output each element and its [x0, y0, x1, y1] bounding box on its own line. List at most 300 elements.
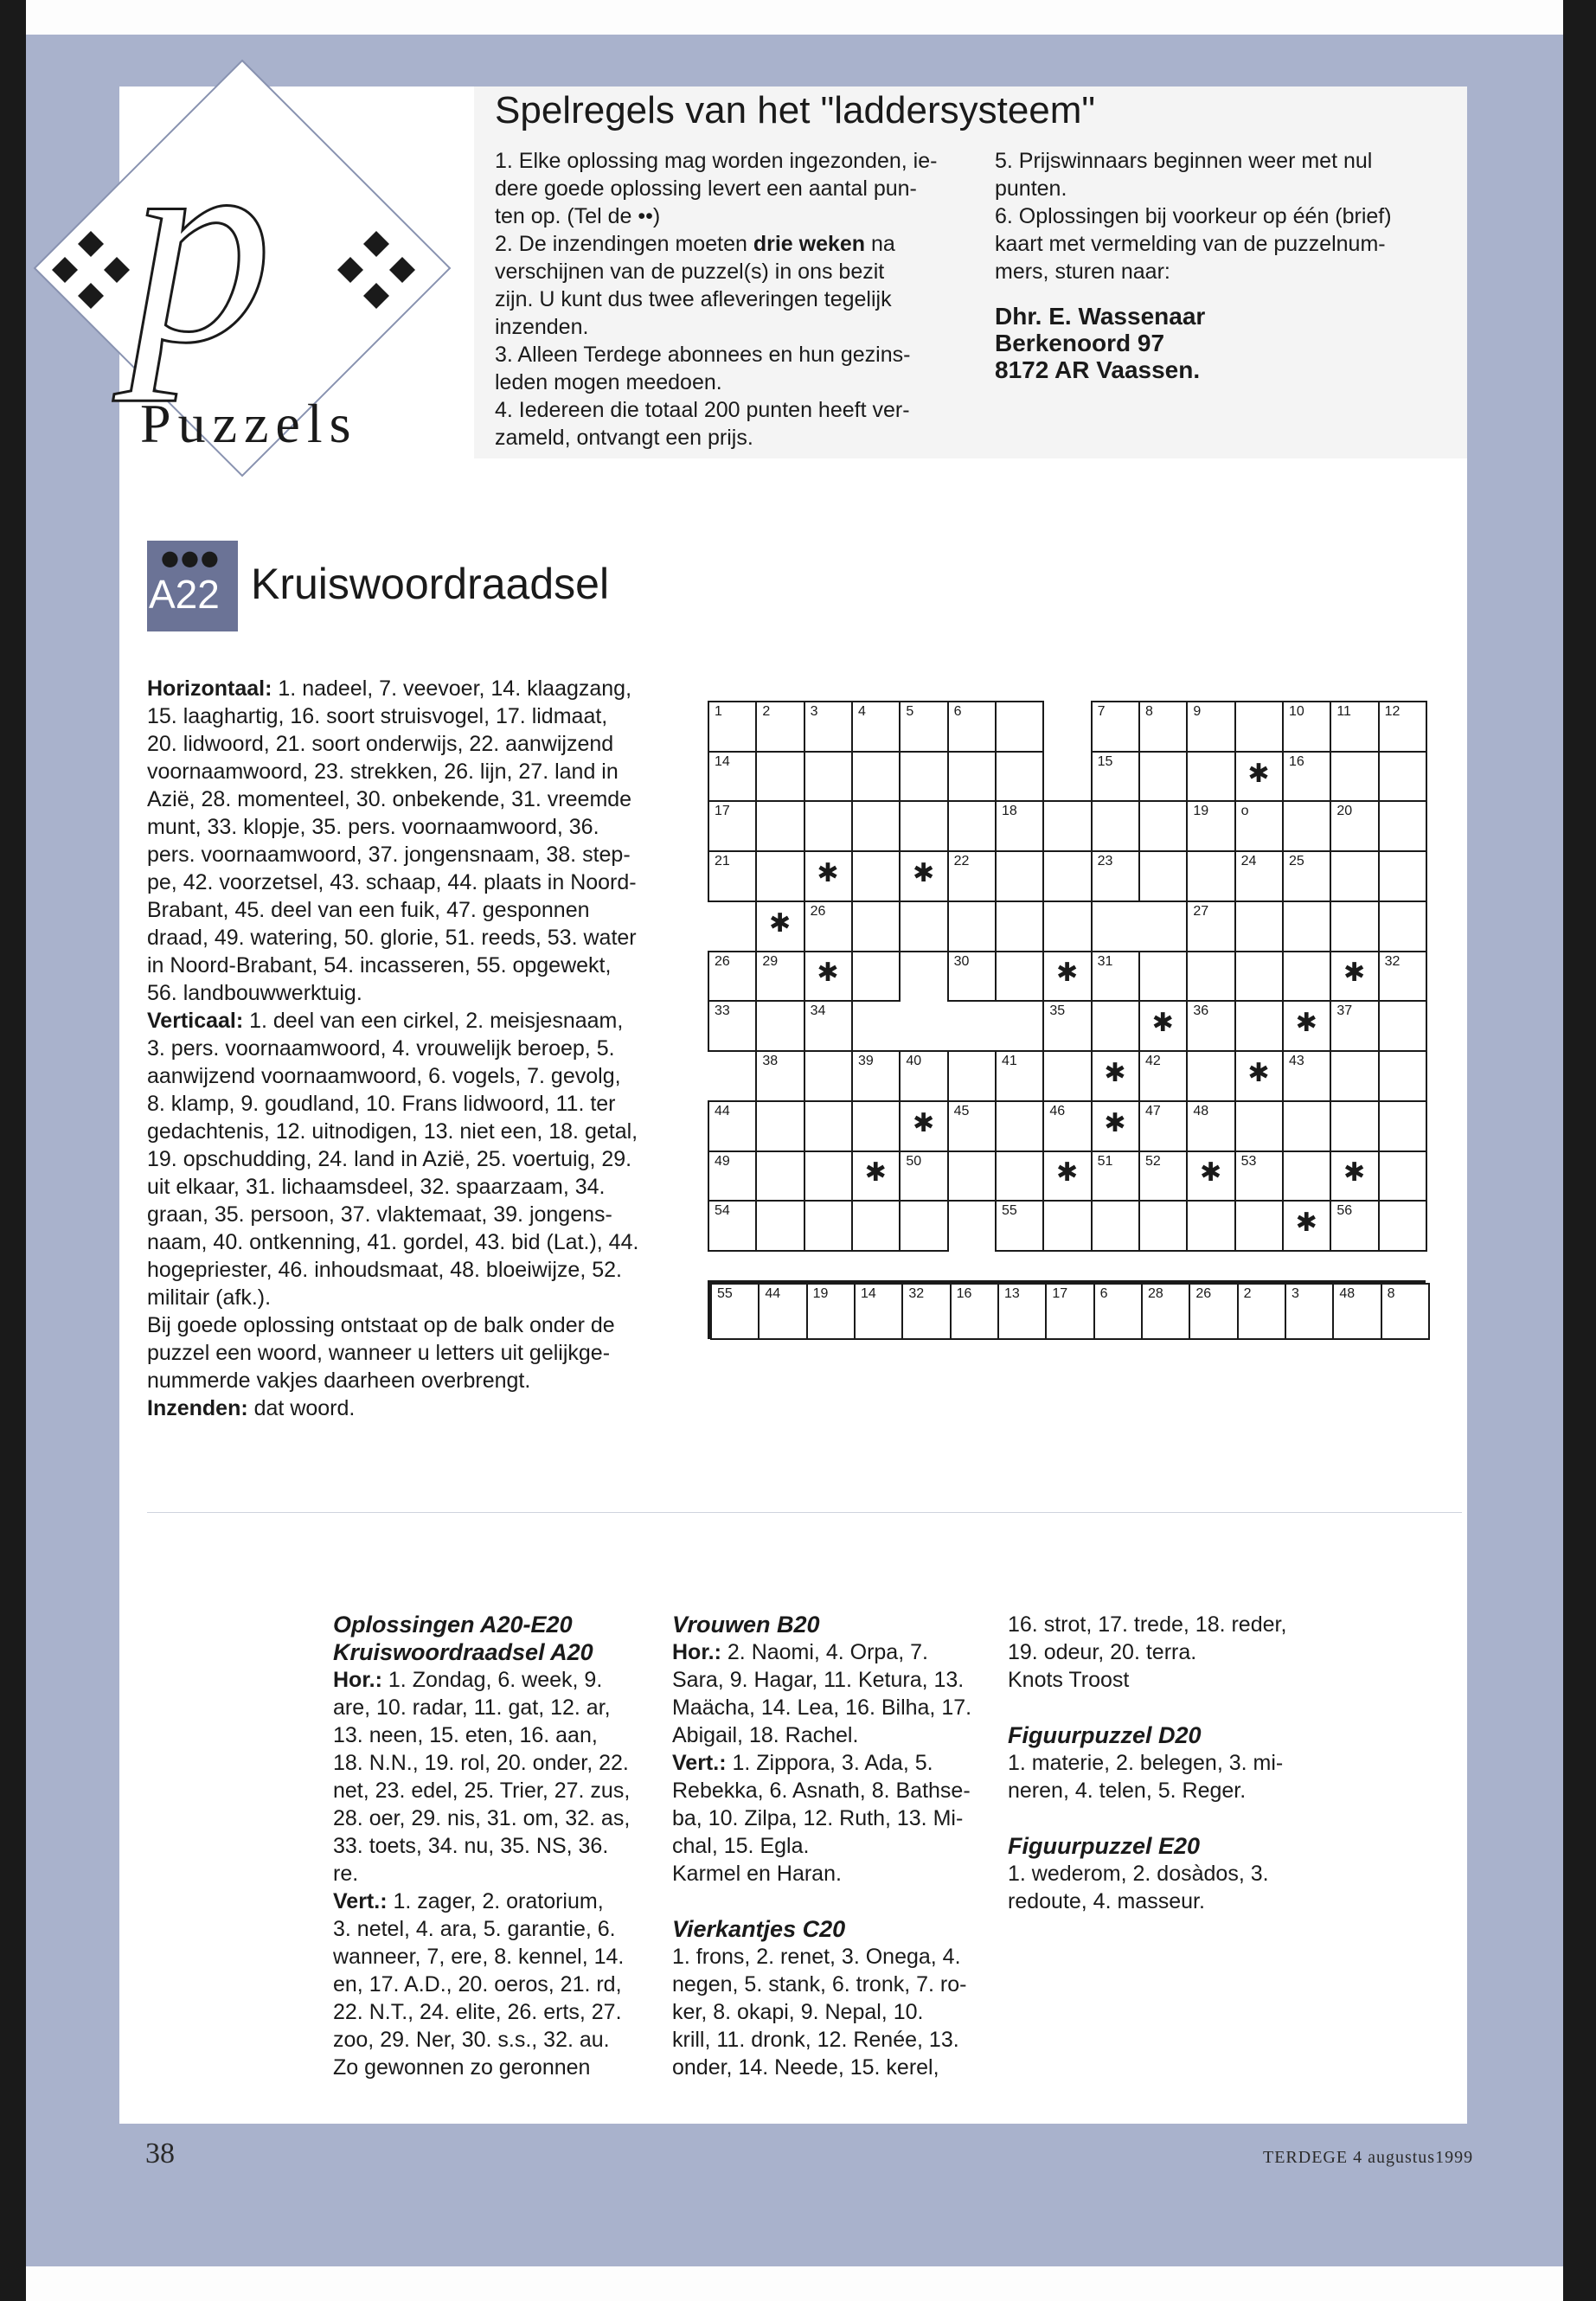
cell-number: 26 [715, 953, 730, 969]
cell-number: 43 [1289, 1054, 1304, 1069]
grid-cell[interactable] [995, 1150, 1044, 1202]
grid-cell[interactable] [995, 951, 1044, 1003]
grid-cell[interactable] [1330, 1000, 1379, 1052]
grid-cell[interactable] [1234, 1050, 1284, 1102]
cell-number: 42 [1145, 1054, 1161, 1069]
grid-cell[interactable] [1091, 1000, 1140, 1052]
clue-line: 3. pers. voornaamwoord, 4. vrouwelijk beroep, 5. [147, 1036, 615, 1061]
solution-cell[interactable] [1381, 1283, 1430, 1340]
cell-number: 23 [1097, 854, 1113, 869]
grid-cell[interactable] [947, 1100, 997, 1152]
grid-cell[interactable] [1138, 951, 1188, 1003]
cell-number: 49 [715, 1153, 730, 1169]
grid-cell[interactable] [995, 1100, 1044, 1152]
grid-cell[interactable] [995, 701, 1044, 753]
solution-cell[interactable] [1332, 1283, 1381, 1340]
solution-line: Vert.: 1. Zippora, 3. Ada, 5. [672, 1751, 933, 1775]
grid-cell[interactable] [1186, 1150, 1235, 1202]
grid-cell[interactable] [899, 901, 948, 952]
asterisk-icon: ✱ [864, 1157, 887, 1189]
grid-cell[interactable] [1091, 1050, 1140, 1102]
grid-cell[interactable] [1378, 1200, 1427, 1252]
grid-cell[interactable] [755, 751, 804, 803]
solution-cell-number: 32 [908, 1286, 925, 1301]
grid-cell[interactable] [995, 800, 1044, 852]
grid-cell[interactable] [1330, 800, 1379, 852]
grid-cell[interactable] [1282, 951, 1331, 1003]
grid-cell[interactable] [804, 1200, 853, 1252]
solution-cell[interactable] [901, 1283, 951, 1340]
solution-cell-number: 28 [1148, 1286, 1163, 1301]
solution-cell[interactable] [710, 1283, 760, 1340]
cell-number: 44 [715, 1103, 730, 1118]
rules-right-column [995, 147, 1462, 285]
grid-cell[interactable] [1330, 701, 1379, 753]
grid-cell[interactable] [755, 1100, 804, 1152]
cell-number: 45 [953, 1103, 970, 1118]
grid-cell[interactable] [1234, 901, 1284, 952]
scan-edge-right [1563, 0, 1596, 2301]
clue-line: 56. landbouwwerktuig. [147, 981, 362, 1005]
grid-cell[interactable] [1378, 951, 1427, 1003]
grid-cell[interactable] [1330, 751, 1379, 803]
rules-right-line: 5. Prijswinnaars beginnen weer met nul [995, 149, 1373, 173]
cell-number: 30 [953, 953, 970, 969]
grid-cell[interactable] [1234, 951, 1284, 1003]
grid-cell[interactable] [1091, 701, 1140, 753]
clue-line: voornaamwoord, 23. strekken, 26. lijn, 27. land in [147, 760, 619, 784]
grid-cell[interactable] [1282, 850, 1331, 902]
clue-line: Horizontaal: 1. nadeel, 7. veevoer, 14. klaagzang, [147, 676, 632, 701]
clue-line: Azië, 28. momenteel, 30. onbekende, 31. vreemde [147, 787, 632, 811]
grid-cell[interactable] [755, 951, 804, 1003]
asterisk-icon: ✱ [1104, 1107, 1126, 1138]
solution-cell[interactable] [806, 1283, 856, 1340]
grid-cell[interactable] [1138, 1050, 1188, 1102]
footer-bar [26, 2124, 1563, 2266]
rules-right-line: mers, sturen naar: [995, 260, 1170, 284]
grid-cell[interactable] [804, 751, 853, 803]
rules-right-line: 6. Oplossingen bij voorkeur op één (brief) [995, 204, 1392, 228]
grid-cell[interactable] [1282, 1000, 1331, 1052]
cell-number: 35 [1049, 1003, 1066, 1019]
grid-cell[interactable] [708, 751, 757, 803]
grid-cell[interactable] [1378, 701, 1427, 753]
asterisk-icon: ✱ [1343, 1157, 1366, 1189]
grid-cell[interactable] [1330, 1150, 1379, 1202]
grid-cell[interactable] [1091, 1100, 1140, 1152]
cell-number: 10 [1289, 704, 1304, 719]
grid-cell[interactable] [1378, 901, 1427, 952]
cell-number: 56 [1336, 1203, 1353, 1219]
grid-cell[interactable] [851, 1050, 901, 1102]
grid-cell[interactable] [1138, 1000, 1188, 1052]
solution-cell-number: 16 [956, 1286, 972, 1301]
grid-cell[interactable] [1234, 1100, 1284, 1152]
grid-cell[interactable] [1234, 701, 1284, 753]
cell-number: 32 [1384, 953, 1401, 969]
grid-cell[interactable] [1378, 850, 1427, 902]
grid-cell[interactable] [1330, 951, 1379, 1003]
puzzle-code-badge [147, 541, 238, 631]
grid-cell[interactable] [947, 701, 997, 753]
grid-cell[interactable] [1091, 800, 1140, 852]
grid-cell[interactable] [804, 1050, 853, 1102]
grid-cell[interactable] [1282, 751, 1331, 803]
grid-cell[interactable] [1091, 1150, 1140, 1202]
grid-cell[interactable] [804, 800, 853, 852]
solution-line: are, 10. radar, 11. gat, 12. ar, [333, 1695, 611, 1720]
grid-cell[interactable] [1042, 1150, 1092, 1202]
solution-cell-number: 26 [1195, 1286, 1212, 1301]
address-line: 8172 AR Vaassen. [995, 356, 1201, 383]
grid-cell[interactable] [1091, 751, 1140, 803]
grid-cell[interactable] [995, 850, 1044, 902]
solution-line: 13. neen, 15. eten, 16. aan, [333, 1723, 598, 1747]
grid-cell[interactable] [947, 1150, 997, 1202]
solution-line: 28. oer, 29. nis, 31. om, 32. as, [333, 1806, 631, 1830]
grid-cell[interactable] [755, 1050, 804, 1102]
grid-cell[interactable] [995, 751, 1044, 803]
clue-line: Inzenden: dat woord. [147, 1396, 356, 1420]
asterisk-icon: ✱ [1247, 1057, 1270, 1088]
grid-cell[interactable] [947, 800, 997, 852]
grid-cell[interactable] [1091, 951, 1140, 1003]
grid-cell[interactable] [755, 1000, 804, 1052]
cell-number: 27 [1193, 903, 1209, 919]
cell-number: 50 [906, 1153, 922, 1169]
cell-number: 8 [1145, 704, 1153, 719]
cell-number: 46 [1049, 1103, 1066, 1118]
grid-cell[interactable] [851, 951, 901, 1003]
grid-cell[interactable] [708, 850, 757, 902]
grid-cell[interactable] [804, 951, 853, 1003]
grid-cell[interactable] [1042, 1000, 1092, 1052]
grid-cell[interactable] [1378, 1100, 1427, 1152]
clue-line: Brabant, 45. deel van een fuik, 47. gesponnen [147, 898, 590, 922]
grid-cell[interactable] [1138, 701, 1188, 753]
rules-left-line: 3. Alleen Terdege abonnees en hun gezins- [495, 343, 911, 367]
grid-cell[interactable] [1234, 1000, 1284, 1052]
grid-cell[interactable] [1330, 901, 1379, 952]
grid-cell[interactable] [804, 901, 853, 952]
solution-heading: Kruiswoordraadsel A20 [333, 1639, 593, 1665]
grid-cell[interactable] [899, 1150, 948, 1202]
grid-cell[interactable] [1091, 850, 1140, 902]
cell-number: 29 [762, 953, 779, 969]
grid-cell[interactable] [899, 751, 948, 803]
grid-cell[interactable] [1282, 1200, 1331, 1252]
solution-cell-number: 17 [1052, 1286, 1068, 1301]
solution-line: 18. N.N., 19. rol, 20. onder, 22. [333, 1751, 629, 1775]
solution-line: 3. netel, 4. ara, 5. garantie, 6. [333, 1917, 616, 1941]
solution-line: 33. toets, 34. nu, 35. NS, 36. [333, 1834, 609, 1858]
cell-number: 36 [1193, 1003, 1209, 1019]
grid-cell[interactable] [947, 850, 997, 902]
grid-cell[interactable] [755, 800, 804, 852]
rules-left-line: zijn. U kunt dus twee afleveringen tegelijk [495, 287, 892, 311]
solution-heading: Figuurpuzzel D20 [1008, 1722, 1202, 1748]
grid-cell[interactable] [851, 800, 901, 852]
clue-line: pe, 42. voorzetsel, 43. schaap, 44. plaats in Noord- [147, 870, 637, 894]
grid-cell[interactable] [1282, 1100, 1331, 1152]
solution-cell[interactable] [1237, 1283, 1286, 1340]
solution-heading: Oplossingen A20-E20 [333, 1612, 573, 1638]
brand-letter: p [130, 87, 272, 402]
grid-cell[interactable] [708, 1200, 757, 1252]
grid-cell[interactable] [1186, 701, 1235, 753]
solution-cell[interactable] [1285, 1283, 1334, 1340]
grid-cell[interactable] [1282, 901, 1331, 952]
grid-cell[interactable] [1138, 751, 1188, 803]
grid-cell[interactable] [1234, 1150, 1284, 1202]
grid-cell[interactable] [851, 901, 901, 952]
solutions-column-1 [333, 1611, 679, 2081]
grid-cell[interactable] [995, 1200, 1044, 1252]
grid-cell[interactable] [1186, 850, 1235, 902]
clue-line: Bij goede oplossing ontstaat op de balk onder de [147, 1313, 615, 1337]
cell-number: 48 [1193, 1103, 1209, 1118]
grid-cell[interactable] [1042, 850, 1092, 902]
page-number: 38 [145, 2138, 175, 2170]
grid-cell[interactable] [708, 1000, 757, 1052]
cell-number: 52 [1145, 1153, 1161, 1169]
grid-cell[interactable] [708, 701, 757, 753]
grid-cell[interactable] [804, 1000, 853, 1052]
grid-cell[interactable] [1186, 901, 1235, 952]
grid-cell[interactable] [1282, 1050, 1331, 1102]
solution-cell-number: 2 [1243, 1286, 1252, 1301]
grid-cell[interactable] [1186, 951, 1235, 1003]
cell-number: 19 [1193, 804, 1209, 819]
solution-line: chal, 15. Egla. [672, 1834, 810, 1858]
grid-cell[interactable] [1186, 1050, 1235, 1102]
scan-edge-left [0, 0, 26, 2301]
grid-cell[interactable] [995, 1050, 1044, 1102]
grid-cell[interactable] [1330, 1050, 1379, 1102]
grid-cell[interactable] [755, 901, 804, 952]
grid-cell[interactable] [1186, 1100, 1235, 1152]
solution-line: zoo, 29. Ner, 30. s.s., 32. au. [333, 2028, 610, 2052]
grid-cell[interactable] [1234, 751, 1284, 803]
grid-cell[interactable] [851, 751, 901, 803]
solution-line: ker, 8. okapi, 9. Nepal, 10. [672, 2000, 924, 2024]
grid-cell[interactable] [708, 800, 757, 852]
cell-number: o [1240, 804, 1249, 819]
cell-number: 53 [1240, 1153, 1257, 1169]
crossword-grid [708, 701, 1426, 1250]
grid-cell[interactable] [1234, 800, 1284, 852]
solution-line: net, 23. edel, 25. Trier, 27. zus, [333, 1779, 631, 1803]
grid-cell[interactable] [899, 1050, 948, 1102]
grid-cell[interactable] [1186, 1200, 1235, 1252]
clue-line: 19. opschudding, 24. land in Azië, 25. voertuig, 29. [147, 1147, 632, 1171]
grid-cell[interactable] [1378, 1050, 1427, 1102]
cell-number: 39 [858, 1054, 874, 1069]
solution-cell-number: 14 [861, 1286, 876, 1301]
address-line: Dhr. E. Wassenaar [995, 303, 1206, 330]
cell-number: 1 [715, 704, 722, 719]
rules-left-line: 1. Elke oplossing mag worden ingezonden, ie- [495, 149, 938, 173]
grid-cell[interactable] [899, 800, 948, 852]
grid-cell[interactable] [804, 1100, 853, 1152]
grid-cell[interactable] [1138, 850, 1188, 902]
asterisk-icon: ✱ [912, 1107, 935, 1138]
grid-cell[interactable] [851, 1200, 901, 1252]
grid-cell[interactable] [708, 1100, 757, 1152]
grid-cell[interactable] [1042, 800, 1092, 852]
grid-cell[interactable] [708, 1150, 757, 1202]
grid-cell[interactable] [899, 1200, 948, 1252]
clue-line: 20. lidwoord, 21. soort onderwijs, 22. aanwijzend [147, 732, 614, 756]
grid-cell[interactable] [755, 1200, 804, 1252]
rules-left-line: ten op. (Tel de ••) [495, 204, 661, 228]
solution-line: wanneer, 7, ere, 8. kennel, 14. [333, 1945, 625, 1969]
grid-cell[interactable] [755, 850, 804, 902]
address-line: Berkenoord 97 [995, 330, 1165, 356]
grid-cell[interactable] [708, 951, 757, 1003]
grid-cell[interactable] [1138, 800, 1188, 852]
solution-cell-number: 13 [1004, 1286, 1020, 1301]
puzzle-code: A22 [149, 572, 220, 617]
cell-number: 33 [715, 1003, 730, 1019]
grid-cell[interactable] [1138, 1150, 1188, 1202]
grid-cell[interactable] [1378, 800, 1427, 852]
solution-line: 22. N.T., 24. elite, 26. erts, 27. [333, 2000, 622, 2024]
solution-cell[interactable] [1141, 1283, 1190, 1340]
cell-number: 12 [1384, 704, 1401, 719]
grid-cell[interactable] [899, 1100, 948, 1152]
solution-cell[interactable] [758, 1283, 807, 1340]
cell-number: 51 [1097, 1153, 1113, 1169]
cell-number: 4 [858, 704, 866, 719]
grid-cell[interactable] [1091, 1200, 1140, 1252]
solution-cell[interactable] [1093, 1283, 1143, 1340]
solution-cell[interactable] [1045, 1283, 1094, 1340]
grid-cell[interactable] [804, 701, 853, 753]
grid-cell[interactable] [1330, 1100, 1379, 1152]
clue-line: 15. laaghartig, 16. soort struisvogel, 17. lidmaat, [147, 704, 608, 728]
solution-heading: Figuurpuzzel E20 [1008, 1833, 1201, 1859]
grid-cell[interactable] [1234, 850, 1284, 902]
solution-cell-number: 6 [1099, 1286, 1108, 1301]
solution-line: en, 17. A.D., 20. oeros, 21. rd, [333, 1972, 622, 1997]
solution-line: redoute, 4. masseur. [1008, 1889, 1205, 1913]
grid-cell[interactable] [755, 701, 804, 753]
cell-number: 9 [1193, 704, 1202, 719]
solution-line: Rebekka, 6. Asnath, 8. Bathse- [672, 1779, 971, 1803]
rules-left-line: dere goede oplossing levert een aantal pun- [495, 176, 917, 201]
clue-line: militair (afk.). [147, 1285, 272, 1310]
cell-number: 14 [715, 753, 730, 769]
solution-cell[interactable] [950, 1283, 999, 1340]
grid-cell[interactable] [1042, 1050, 1092, 1102]
cell-number: 11 [1336, 704, 1351, 719]
grid-cell[interactable] [1042, 1200, 1092, 1252]
clue-line: in Noord-Brabant, 54. incasseren, 55. opgewekt, [147, 953, 612, 977]
grid-cell[interactable] [899, 850, 948, 902]
grid-cell[interactable] [1330, 850, 1379, 902]
rules-left-line: 2. De inzendingen moeten drie weken na [495, 232, 895, 256]
solution-cell[interactable] [997, 1283, 1047, 1340]
asterisk-icon: ✱ [1247, 758, 1270, 789]
clues-text [147, 675, 683, 1422]
grid-cell[interactable] [947, 751, 997, 803]
grid-cell[interactable] [1042, 901, 1092, 952]
rules-title: Spelregels van het "laddersysteem" [495, 89, 1096, 131]
grid-cell[interactable] [851, 1150, 901, 1202]
publication-line: TERDEGE 4 augustus1999 [1263, 2148, 1474, 2167]
rules-left-column [495, 147, 962, 452]
grid-cell[interactable] [1378, 1000, 1427, 1052]
grid-cell[interactable] [1234, 1200, 1284, 1252]
grid-cell[interactable] [1378, 1150, 1427, 1202]
grid-cell[interactable] [1138, 1200, 1188, 1252]
grid-cell[interactable] [995, 901, 1044, 952]
solution-line: ba, 10. Zilpa, 12. Ruth, 13. Mi- [672, 1806, 964, 1830]
asterisk-icon: ✱ [1055, 1157, 1079, 1189]
grid-cell[interactable] [851, 701, 901, 753]
cell-number: 5 [906, 704, 914, 719]
grid-cell[interactable] [1282, 701, 1331, 753]
clue-line: Verticaal: 1. deel van een cirkel, 2. meisjesnaam, [147, 1009, 624, 1033]
cell-number: 31 [1097, 953, 1113, 969]
solution-cell[interactable] [1189, 1283, 1238, 1340]
cell-number: 40 [906, 1054, 922, 1069]
grid-cell[interactable] [804, 850, 853, 902]
cell-number: 41 [1002, 1054, 1017, 1069]
asterisk-icon: ✱ [768, 907, 792, 939]
grid-cell[interactable] [947, 901, 997, 952]
solution-line: 16. strot, 17. trede, 18. reder, [1008, 1612, 1287, 1637]
cell-number: 25 [1289, 854, 1304, 869]
grid-cell[interactable] [1282, 1150, 1331, 1202]
grid-cell[interactable] [1186, 751, 1235, 803]
grid-cell[interactable] [1378, 751, 1427, 803]
solution-line: Knots Troost [1008, 1668, 1130, 1692]
grid-cell[interactable] [1186, 1000, 1235, 1052]
asterisk-icon: ✱ [1104, 1057, 1126, 1088]
solution-line: Hor.: 2. Naomi, 4. Orpa, 7. [672, 1640, 928, 1664]
grid-cell[interactable] [1042, 1100, 1092, 1152]
cell-number: 3 [810, 704, 818, 719]
solution-cell[interactable] [854, 1283, 903, 1340]
grid-cell[interactable] [1138, 1100, 1188, 1152]
grid-cell[interactable] [947, 1050, 997, 1102]
grid-cell[interactable] [755, 1150, 804, 1202]
cell-number: 55 [1002, 1203, 1017, 1219]
solution-heading: Vierkantjes C20 [672, 1916, 846, 1942]
grid-cell[interactable] [804, 1150, 853, 1202]
grid-cell[interactable] [947, 951, 997, 1003]
rules-left-line: verschijnen van de puzzel(s) in ons bezit [495, 260, 885, 284]
cell-number: 21 [715, 854, 730, 869]
solution-line: Hor.: 1. Zondag, 6. week, 9. [333, 1668, 603, 1692]
address-block [995, 303, 1205, 383]
grid-cell[interactable] [1330, 1200, 1379, 1252]
grid-cell[interactable] [899, 701, 948, 753]
asterisk-icon: ✱ [817, 858, 839, 889]
grid-cell[interactable] [1042, 951, 1092, 1003]
grid-cell[interactable] [1186, 800, 1235, 852]
cell-number: 24 [1240, 854, 1257, 869]
rules-left-line: inzenden. [495, 315, 589, 339]
grid-cell[interactable] [851, 850, 901, 902]
grid-cell[interactable] [851, 1100, 901, 1152]
clue-line: 8. klamp, 9. goudland, 10. Frans lidwoord, 11. ter [147, 1092, 616, 1116]
clue-line: nummerde vakjes daarheen overbrengt. [147, 1368, 531, 1393]
cell-number: 37 [1336, 1003, 1353, 1019]
